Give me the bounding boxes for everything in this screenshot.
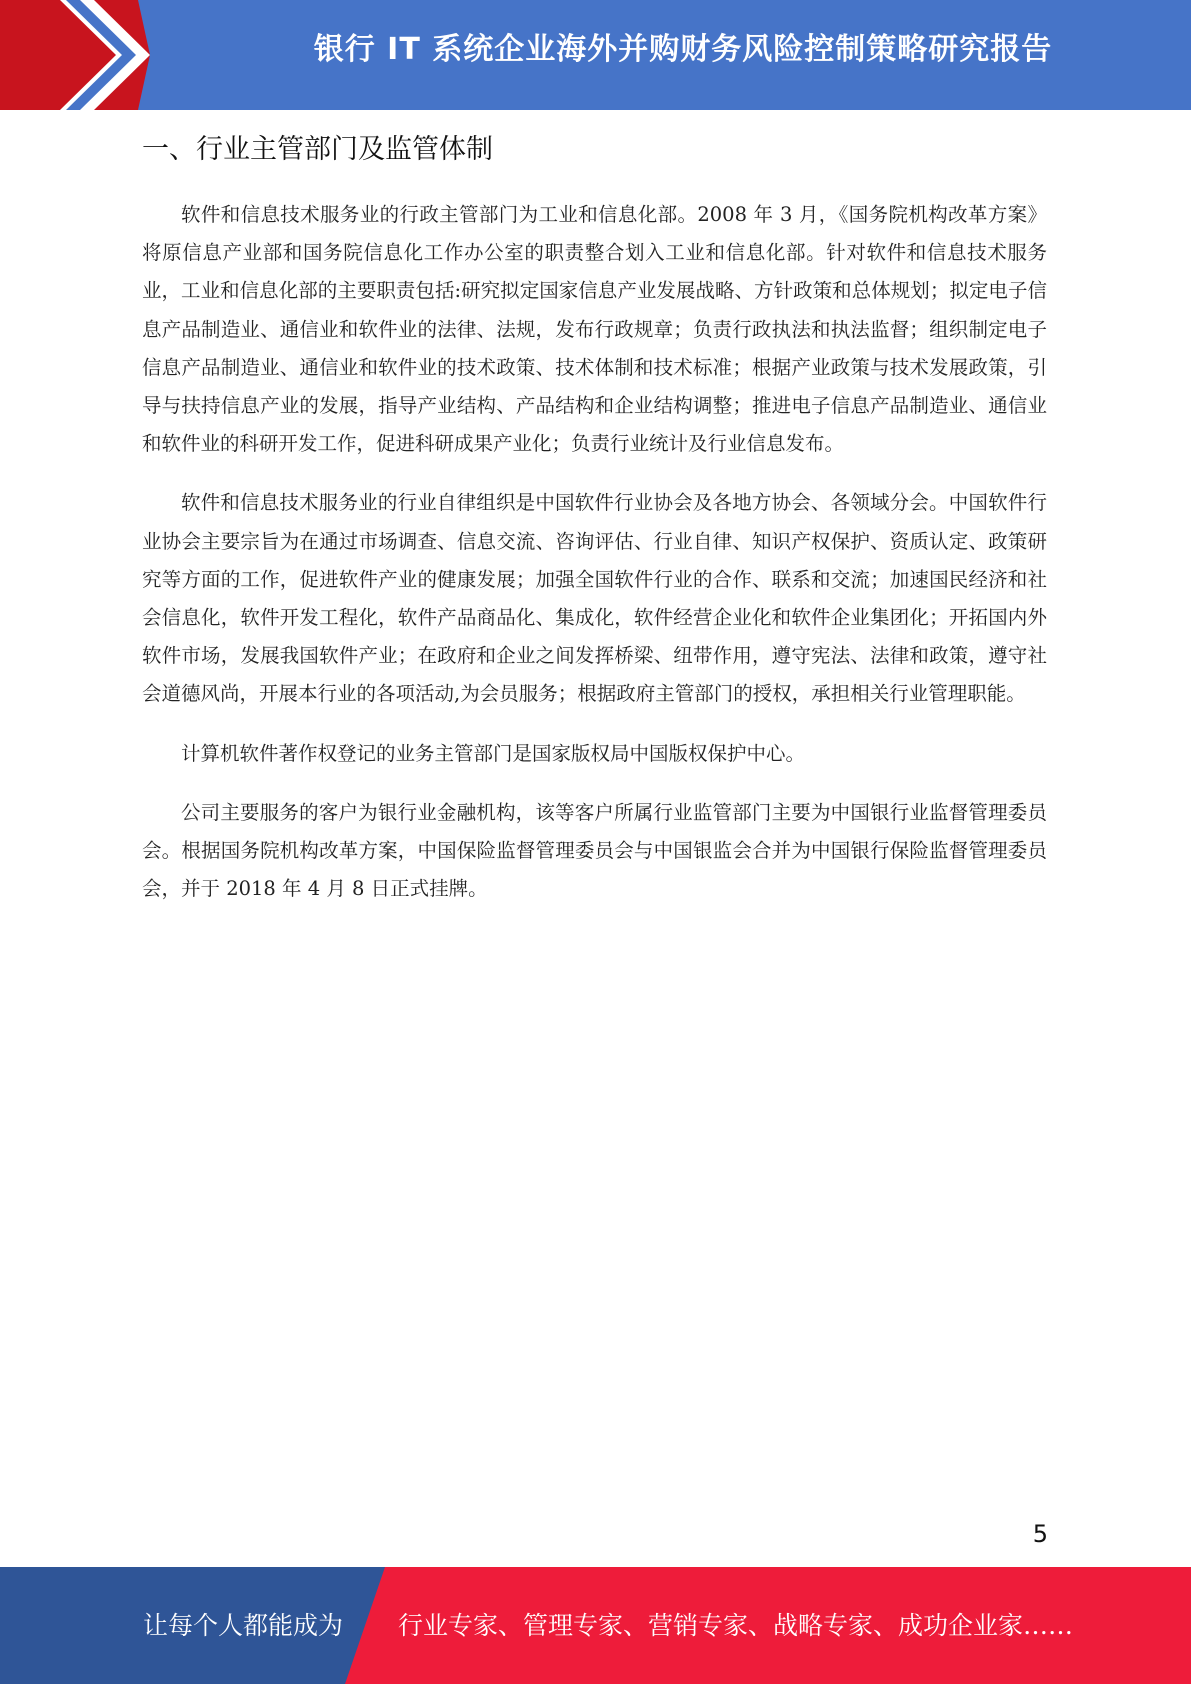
- report-title: 银行 IT 系统企业海外并购财务风险控制策略研究报告: [313, 32, 1053, 67]
- paragraph: 公司主要服务的客户为银行业金融机构，该等客户所属行业监管部门主要为中国银行业监督管理委员会。根据国务院机构改革方案，中国保险监督管理委员会与中国银监会合并为中国银行保险监督管理委员会，并于 2018 年 4 月 8 日正式挂牌。: [142, 800, 1047, 901]
- page-footer: [0, 1567, 1191, 1684]
- page-header: [0, 0, 1191, 110]
- paragraph: 软件和信息技术服务业的行政主管部门为工业和信息化部。2008 年 3 月，《国务院机构改革方案》将原信息产业部和国务院信息化工作办公室的职责整合划入工业和信息化部。针对软件和信息技术服务业，工业和信息化部的主要职责包括:研究拟定国家信息产业发展战略、方针政策和总体规划；拟定电子信息产品制造业、通信业和软件业的法律、法规，发布行政规章；负责行政执法和执法监督；组织制定电子信息产品制造业、通信业和软件业的技术政策、技术体制和技术标准；根据产业政策与技术发展政策，引导与扶持信息产业的发展，指导产业结构、产品结构和企业结构调整；推进电子信息产品制造业、通信业和软件业的科研开发工作，促进科研成果产业化；负责行业统计及行业信息发布。: [142, 203, 1047, 456]
- paragraph: 计算机软件著作权登记的业务主管部门是国家版权局中国版权保护中心。: [181, 741, 806, 765]
- header-arrow-decoration: [0, 0, 160, 110]
- section-heading: 一、行业主管部门及监管体制: [142, 134, 493, 165]
- section-body: [142, 196, 1047, 929]
- paragraph: 软件和信息技术服务业的行业自律组织是中国软件行业协会及各地方协会、各领域分会。中国软件行业协会主要宗旨为在通过市场调查、信息交流、咨询评估、行业自律、知识产权保护、资质认定、政策研究等方面的工作，促进软件产业的健康发展；加强全国软件行业的合作、联系和交流；加速国民经济和社会信息化，软件开发工程化，软件产品商品化、集成化，软件经营企业化和软件企业集团化；开拓国内外软件市场，发展我国软件产业；在政府和企业之间发挥桥梁、纽带作用，遵守宪法、法律和政策，遵守社会道德风尚，开展本行业的各项活动,为会员服务；根据政府主管部门的授权，承担相关行业管理职能。: [142, 491, 1047, 706]
- footer-slogan-right: 行业专家、管理专家、营销专家、战略专家、成功企业家……: [398, 1611, 1074, 1640]
- page-number: 5: [1032, 1520, 1048, 1548]
- footer-slogan-left: 让每个人都能成为: [143, 1611, 344, 1640]
